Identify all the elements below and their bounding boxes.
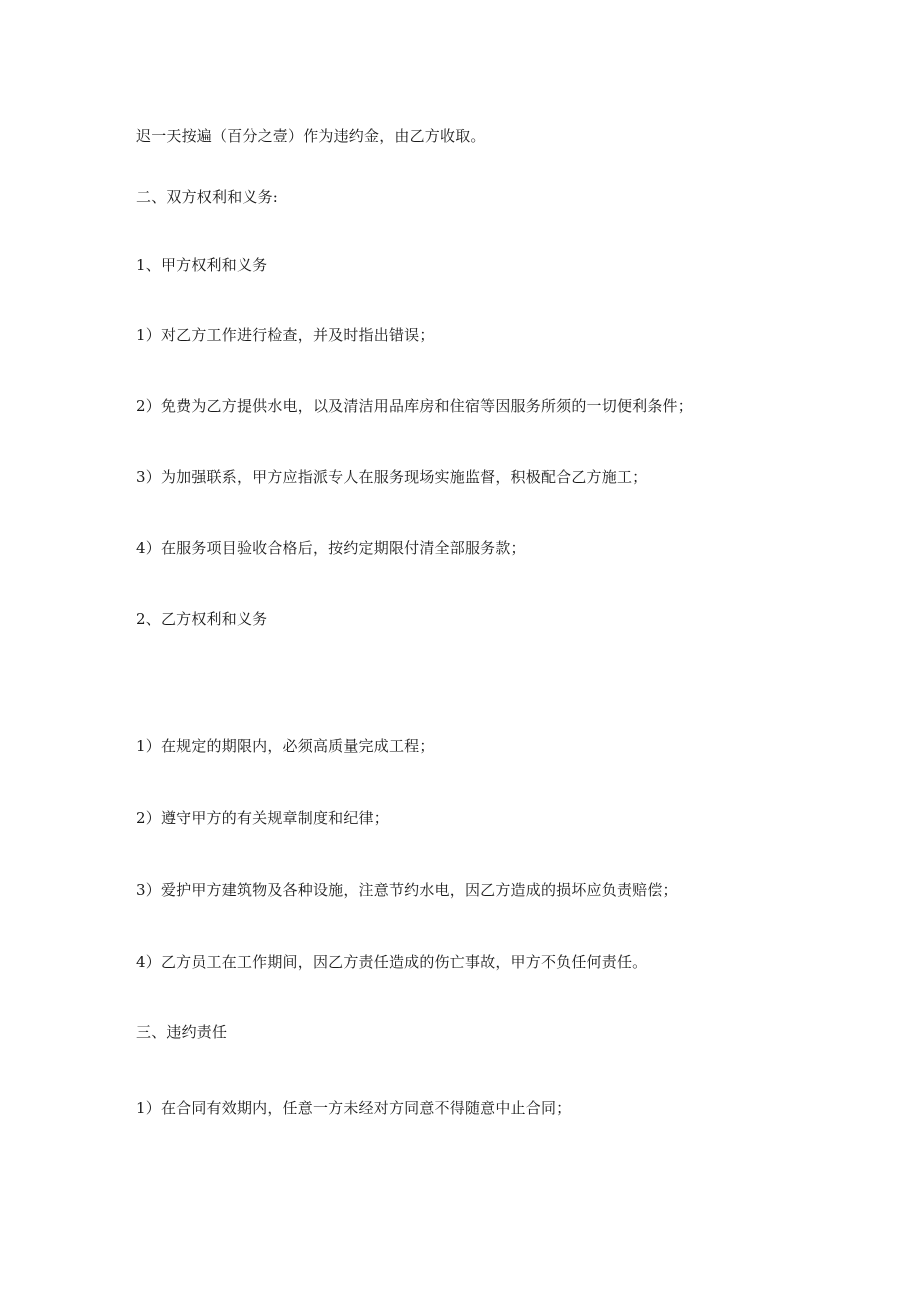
party-b-item-4: 4）乙方员工在工作期间，因乙方责任造成的伤亡事故，甲方不负任何责任。 bbox=[136, 953, 648, 971]
party-b-item-1: 1）在规定的期限内，必须高质量完成工程； bbox=[136, 737, 435, 755]
section-heading-breach-liability: 三、违约责任 bbox=[136, 1023, 228, 1041]
party-a-item-1: 1）对乙方工作进行检查，并及时指出错误； bbox=[136, 326, 435, 344]
party-a-item-2: 2）免费为乙方提供水电，以及清洁用品库房和住宿等因服务所须的一切便利条件； bbox=[136, 397, 693, 415]
breach-item-1: 1）在合同有效期内，任意一方未经对方同意不得随意中止合同； bbox=[136, 1099, 572, 1117]
party-b-item-2: 2）遵守甲方的有关规章制度和纪律； bbox=[136, 809, 389, 827]
subheading-party-a: 1、甲方权利和义务 bbox=[136, 256, 268, 274]
section-heading-rights-obligations: 二、双方权利和义务: bbox=[136, 188, 279, 206]
paragraph-penalty-clause: 迟一天按遍（百分之壹）作为违约金，由乙方收取。 bbox=[136, 127, 486, 145]
party-a-item-3: 3）为加强联系，甲方应指派专人在服务现场实施监督，积极配合乙方施工； bbox=[136, 468, 648, 486]
party-a-item-4: 4）在服务项目验收合格后，按约定期限付清全部服务款； bbox=[136, 539, 526, 557]
subheading-party-b: 2、乙方权利和义务 bbox=[136, 610, 268, 628]
party-b-item-3: 3）爱护甲方建筑物及各种设施，注意节约水电，因乙方造成的损坏应负责赔偿； bbox=[136, 881, 678, 899]
